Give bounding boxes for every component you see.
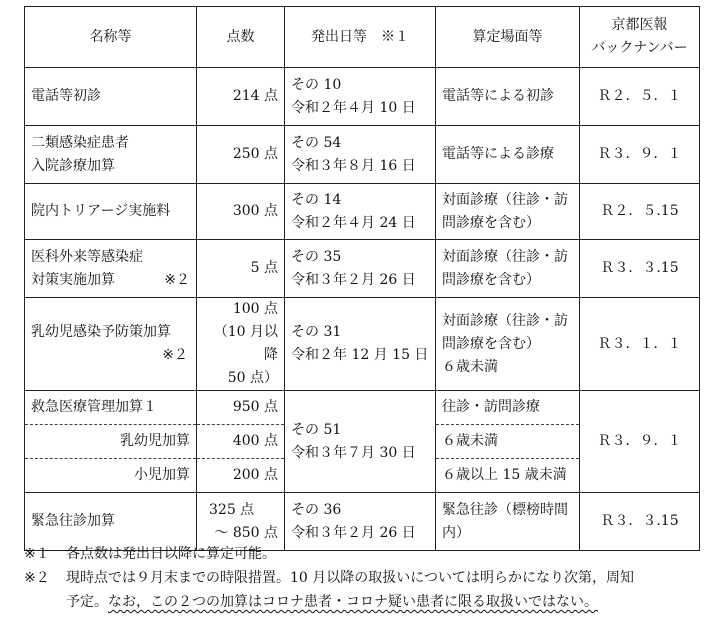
footnote-1-mark: ※１ — [24, 546, 50, 562]
cell-backnumber: Ｒ３．３.15 — [580, 240, 700, 298]
cell-name: 緊急往診加算 — [25, 493, 197, 551]
name-line1: 二類感染症患者 — [31, 134, 129, 151]
cell-points: 5 点 — [197, 240, 285, 298]
name-line1: 医科外来等感染症 — [31, 248, 143, 265]
issued-date: 令和２年４月 24 日 — [291, 214, 416, 231]
points-line1: 100 点 — [232, 301, 278, 317]
cell-issued — [285, 298, 436, 391]
scene-line2: 内） — [442, 524, 470, 541]
scene-line2: 問診療を含む） — [442, 271, 540, 288]
cell-issued — [285, 68, 436, 126]
header-scene: 算定場面等 — [436, 7, 580, 68]
scene-line1: 対面診療（往診・訪 — [442, 312, 568, 329]
name-line2 — [31, 269, 190, 292]
issued-number: その 14 — [291, 191, 342, 208]
issued-date: 令和２年４月 10 日 — [291, 99, 416, 116]
cell-backnumber: Ｒ３．１．１ — [580, 298, 700, 391]
cell-backnumber: Ｒ３．３.15 — [580, 493, 700, 551]
scene-line3: ６歳未満 — [442, 358, 498, 375]
name-line2: 入院診療加算 — [31, 157, 115, 174]
footnote-2-line2b: なお，この２つの加算はコロナ患者・コロナ疑い患者に限る取扱いではない。 — [108, 594, 598, 610]
cell-backnumber: Ｒ２．５.15 — [580, 184, 700, 240]
issued-number: その 51 — [291, 421, 342, 438]
name-line2-text: 対策実施加算 — [31, 271, 115, 288]
cell-name — [25, 240, 197, 298]
header-points: 点数 — [197, 7, 285, 68]
cell-backnumber: Ｒ３．９．１ — [580, 126, 700, 184]
footnotes — [24, 542, 704, 614]
cell-points: 214 点 — [197, 68, 285, 126]
header-backnumber-line1: 京都医報 — [611, 17, 668, 33]
cell-issued — [285, 240, 436, 298]
cell-scene — [436, 240, 580, 298]
table-row — [25, 240, 700, 298]
issued-number: その 10 — [291, 76, 342, 93]
cell-points: 300 点 — [197, 184, 285, 240]
cell-name: 院内トリアージ実施料 — [25, 184, 197, 240]
cell-issued — [285, 391, 436, 493]
cell-name: 小児加算 — [25, 459, 197, 493]
table-row — [25, 298, 700, 391]
points-line2: （10 月以降 — [213, 324, 278, 363]
cell-scene — [436, 184, 580, 240]
points-line3: 50 点） — [227, 370, 278, 386]
scene-line2: 問診療を含む） — [442, 335, 540, 352]
footnote-2 — [24, 566, 704, 614]
cell-name: 乳幼児加算 — [25, 425, 197, 459]
cell-scene: 往診・訪問診療 — [436, 391, 580, 425]
cell-scene: ６歳以上 15 歳未満 — [436, 459, 580, 493]
cell-points — [197, 298, 285, 391]
scene-line2: 問診療を含む） — [442, 214, 540, 231]
footnote-ref: ※２ — [164, 271, 190, 288]
cell-name — [25, 126, 197, 184]
cell-scene: ６歳未満 — [436, 425, 580, 459]
cell-name: 救急医療管理加算１ — [25, 391, 197, 425]
header-row — [25, 7, 700, 68]
scene-line1: 対面診療（往診・訪 — [442, 191, 568, 208]
cell-scene — [436, 298, 580, 391]
cell-issued — [285, 184, 436, 240]
table-row — [25, 184, 700, 240]
footnote-ref: ※２ — [162, 347, 188, 363]
points-line2: ～ 850 点 — [214, 524, 278, 541]
issued-number: その 31 — [291, 324, 342, 340]
cell-points: 950 点 — [197, 391, 285, 425]
issued-date: 令和３年８月 16 日 — [291, 157, 416, 174]
points-line1: 325 点 — [209, 501, 255, 518]
footnote-2-mark: ※２ — [24, 570, 50, 586]
footnote-1-text: 各点数は発出日以降に算定可能。 — [66, 546, 276, 562]
cell-points: 200 点 — [197, 459, 285, 493]
footnote-2-line2a: 予定。 — [66, 594, 108, 610]
cell-scene: 電話等による診療 — [436, 126, 580, 184]
issued-number: その 35 — [291, 248, 342, 265]
header-backnumber-line2: バックナンバー — [591, 40, 688, 56]
footnote-1 — [24, 542, 704, 566]
issued-date: 令和２年 12 月 15 日 — [291, 347, 429, 363]
footnote-2-line1: 現時点では９月末までの時限措置。10 月以降の取扱いについては明らかになり次第，周知 — [66, 570, 634, 586]
issued-date: 令和３年２月 26 日 — [291, 524, 416, 541]
name-line1: 乳幼児感染予防策加算 — [31, 324, 171, 340]
cell-name — [25, 298, 197, 391]
issued-number: その 54 — [291, 134, 342, 151]
bulletin-table — [24, 6, 700, 551]
footnote-2-body — [66, 566, 704, 614]
issued-number: その 36 — [291, 501, 342, 518]
scene-line1: 対面診療（往診・訪 — [442, 248, 568, 265]
table-row — [25, 68, 700, 126]
header-name: 名称等 — [25, 7, 197, 68]
cell-backnumber: Ｒ２．５．１ — [580, 68, 700, 126]
header-issued: 発出日等 ※１ — [285, 7, 436, 68]
issued-date: 令和３年７月 30 日 — [291, 444, 416, 461]
cell-scene: 電話等による初診 — [436, 68, 580, 126]
issued-date: 令和３年２月 26 日 — [291, 271, 416, 288]
table-row — [25, 391, 700, 425]
table-row — [25, 126, 700, 184]
cell-points: 250 点 — [197, 126, 285, 184]
cell-backnumber: Ｒ３．９．１ — [580, 391, 700, 493]
cell-name: 電話等初診 — [25, 68, 197, 126]
cell-points: 400 点 — [197, 425, 285, 459]
scene-line1: 緊急往診（標榜時間 — [442, 501, 568, 518]
header-backnumber — [580, 7, 700, 68]
cell-issued — [285, 126, 436, 184]
